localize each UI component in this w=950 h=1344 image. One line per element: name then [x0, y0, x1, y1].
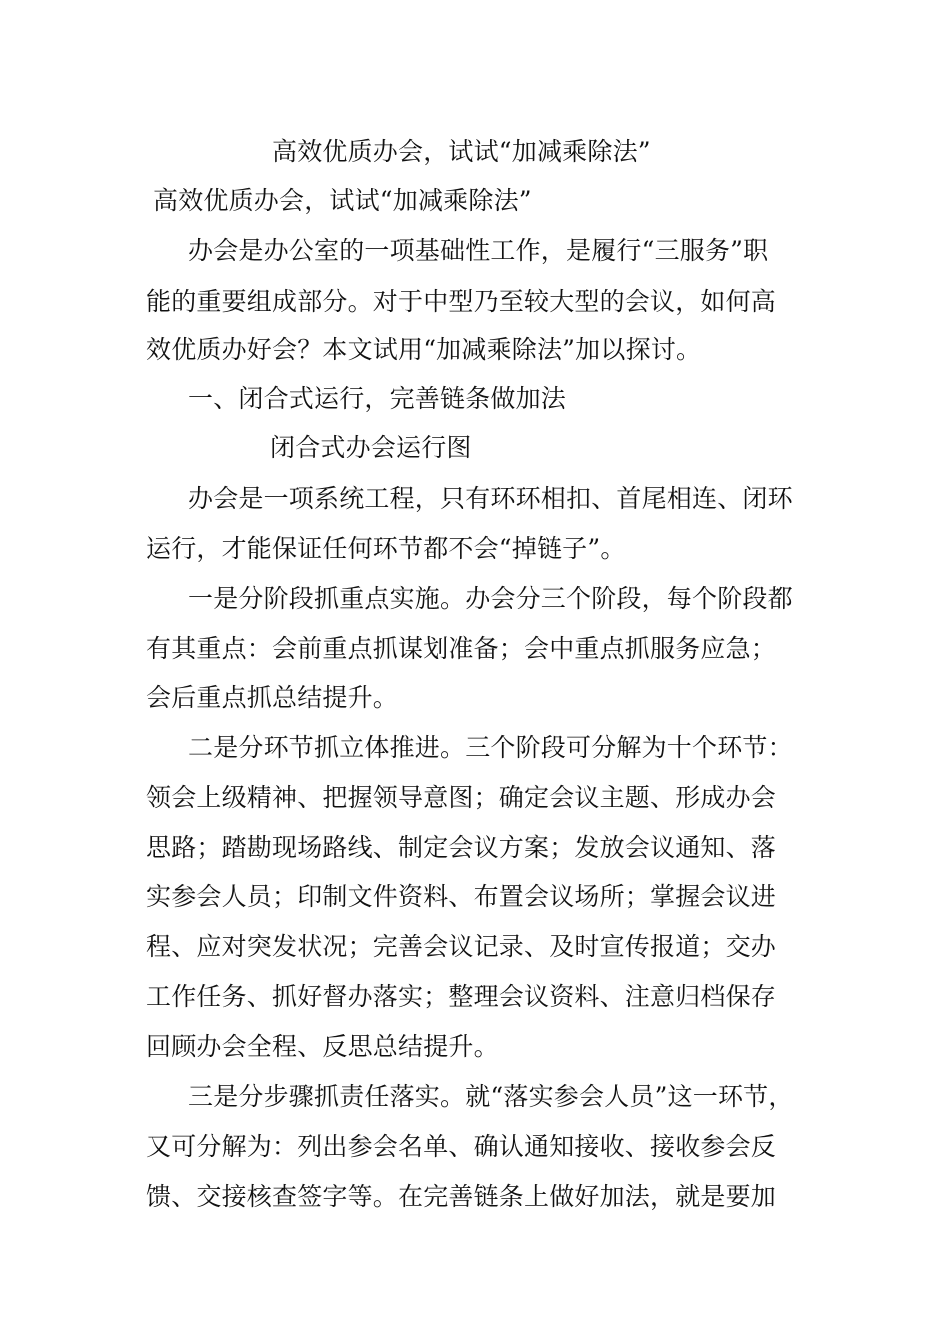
paragraph-3-line-3: 会后重点抓总结提升。 — [146, 683, 399, 712]
document-subtitle: 高效优质办会，试试“加减乘除法” — [153, 186, 532, 215]
paragraph-5-line-3: 馈、交接核查签字等。在完善链条上做好加法，就是要加 — [146, 1182, 777, 1211]
figure-caption: 闭合式办会运行图 — [270, 433, 472, 462]
paragraph-4-line-2: 领会上级精神、把握领导意图；确定会议主题、形成办会 — [146, 783, 777, 812]
document-title: 高效优质办会，试试“加减乘除法” — [272, 137, 651, 166]
section-1-heading: 一、闭合式运行，完善链条做加法 — [188, 384, 567, 413]
paragraph-4-line-5: 程、应对突发状况；完善会议记录、及时宣传报道；交办 — [146, 932, 777, 961]
paragraph-1-line-3: 效优质办好会？本文试用“加减乘除法”加以探讨。 — [146, 335, 702, 364]
paragraph-1-line-2: 能的重要组成部分。对于中型乃至较大型的会议，如何高 — [146, 287, 777, 316]
paragraph-2-line-2: 运行，才能保证任何环节都不会“掉链子”。 — [146, 534, 626, 563]
paragraph-4-line-7: 回顾办会全程、反思总结提升。 — [146, 1032, 499, 1061]
paragraph-4-line-4: 实参会人员；印制文件资料、布置会议场所；掌握会议进 — [146, 882, 777, 911]
paragraph-4-line-3: 思路；踏勘现场路线、制定会议方案；发放会议通知、落 — [146, 833, 777, 862]
paragraph-5-line-2: 又可分解为：列出参会名单、确认通知接收、接收参会反 — [146, 1132, 777, 1161]
paragraph-3-line-2: 有其重点：会前重点抓谋划准备；会中重点抓服务应急； — [146, 634, 777, 663]
paragraph-4-line-6: 工作任务、抓好督办落实；整理会议资料、注意归档保存 — [146, 982, 777, 1011]
paragraph-2-line-1: 办会是一项系统工程，只有环环相扣、首尾相连、闭环 — [188, 484, 793, 513]
paragraph-3-line-1: 一是分阶段抓重点实施。办会分三个阶段，每个阶段都 — [188, 584, 793, 613]
paragraph-4-line-1: 二是分环节抓立体推进。三个阶段可分解为十个环节： — [188, 733, 793, 762]
paragraph-5-line-1: 三是分步骤抓责任落实。就“落实参会人员”这一环节， — [188, 1082, 794, 1111]
paragraph-1-line-1: 办会是办公室的一项基础性工作，是履行“三服务”职 — [188, 236, 769, 265]
